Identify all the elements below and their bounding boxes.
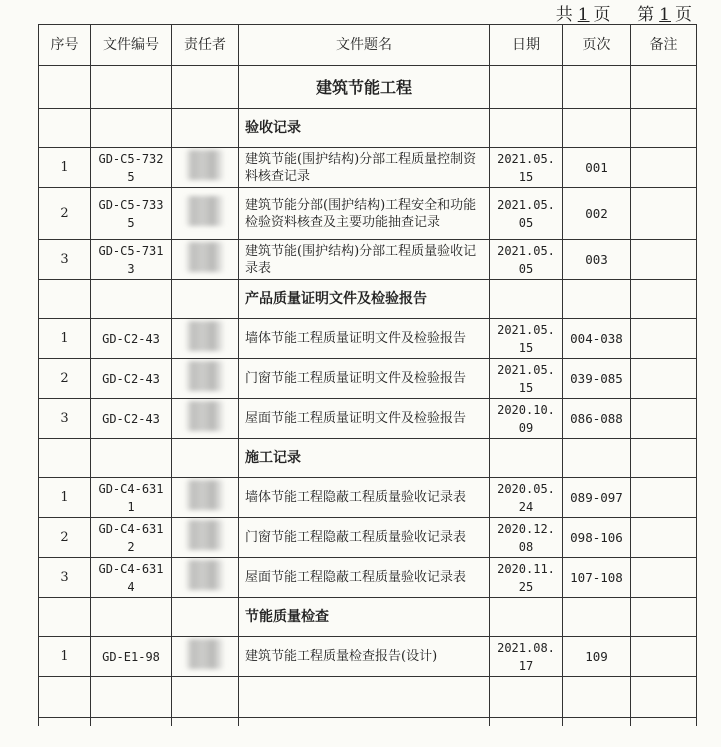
row-title: 门窗节能工程质量证明文件及检验报告 — [239, 359, 490, 399]
row-owner — [172, 399, 239, 439]
row-remarks — [631, 359, 697, 399]
row-date: 2021.05.05 — [490, 240, 563, 280]
row-title: 建筑节能工程质量检查报告(设计) — [239, 637, 490, 677]
current-page: 1 — [659, 5, 671, 25]
redacted-owner — [185, 321, 225, 351]
table-row — [39, 399, 697, 439]
row-title: 建筑节能(围护结构)分部工程质量控制资料核查记录 — [239, 148, 490, 188]
total-pages: 1 — [577, 5, 590, 25]
row-seq: 1 — [39, 637, 91, 677]
main-title: 建筑节能工程 — [239, 66, 490, 109]
row-pages: 098-106 — [563, 518, 631, 558]
row-seq: 2 — [39, 359, 91, 399]
table-row — [39, 240, 697, 280]
row-doc-no: GD-C4-6311 — [91, 478, 172, 518]
row-date: 2020.05.24 — [490, 478, 563, 518]
row-owner — [172, 478, 239, 518]
row-seq: 2 — [39, 188, 91, 240]
redacted-owner — [185, 639, 225, 669]
row-doc-no: GD-C5-7325 — [91, 148, 172, 188]
header-pages: 页次 — [563, 25, 631, 66]
table-row — [39, 319, 697, 359]
row-seq: 3 — [39, 399, 91, 439]
row-remarks — [631, 319, 697, 359]
row-seq: 3 — [39, 558, 91, 598]
blank-row — [39, 718, 697, 727]
row-remarks — [631, 558, 697, 598]
section-title: 产品质量证明文件及检验报告 — [239, 280, 490, 319]
table-row — [39, 188, 697, 240]
table-row — [39, 518, 697, 558]
row-seq: 3 — [39, 240, 91, 280]
row-owner — [172, 148, 239, 188]
row-title: 墙体节能工程隐蔽工程质量验收记录表 — [239, 478, 490, 518]
row-pages: 107-108 — [563, 558, 631, 598]
row-pages: 109 — [563, 637, 631, 677]
row-owner — [172, 518, 239, 558]
row-doc-no: GD-C5-7313 — [91, 240, 172, 280]
row-pages: 003 — [563, 240, 631, 280]
row-date: 2021.05.05 — [490, 188, 563, 240]
row-doc-no: GD-C4-6314 — [91, 558, 172, 598]
row-pages: 086-088 — [563, 399, 631, 439]
section-title: 施工记录 — [239, 439, 490, 478]
row-remarks — [631, 148, 697, 188]
table-row — [39, 637, 697, 677]
row-doc-no: GD-C2-43 — [91, 359, 172, 399]
row-owner — [172, 240, 239, 280]
row-seq: 1 — [39, 478, 91, 518]
row-pages: 001 — [563, 148, 631, 188]
row-remarks — [631, 478, 697, 518]
header-seq: 序号 — [39, 25, 91, 66]
row-doc-no: GD-C2-43 — [91, 399, 172, 439]
row-date: 2021.05.15 — [490, 319, 563, 359]
current-prefix: 第 — [637, 5, 656, 25]
row-pages: 089-097 — [563, 478, 631, 518]
table-row — [39, 478, 697, 518]
row-remarks — [631, 518, 697, 558]
row-title: 建筑节能分部(围护结构)工程安全和功能检验资料核查及主要功能抽查记录 — [239, 188, 490, 240]
row-seq: 1 — [39, 148, 91, 188]
header-date: 日期 — [490, 25, 563, 66]
redacted-owner — [185, 401, 225, 431]
row-date: 2021.08.17 — [490, 637, 563, 677]
page-count — [556, 0, 693, 25]
row-remarks — [631, 240, 697, 280]
row-owner — [172, 558, 239, 598]
section-title: 验收记录 — [239, 109, 490, 148]
table-row — [39, 558, 697, 598]
row-date: 2021.05.15 — [490, 148, 563, 188]
redacted-owner — [185, 361, 225, 391]
redacted-owner — [185, 150, 225, 180]
row-seq: 1 — [39, 319, 91, 359]
row-owner — [172, 188, 239, 240]
section-row — [39, 109, 697, 148]
row-title: 屋面节能工程隐蔽工程质量验收记录表 — [239, 558, 490, 598]
table-row — [39, 148, 697, 188]
redacted-owner — [185, 480, 225, 510]
header-row — [39, 25, 697, 66]
document-index-table — [38, 24, 697, 726]
row-title: 墙体节能工程质量证明文件及检验报告 — [239, 319, 490, 359]
current-suffix: 页 — [675, 5, 693, 25]
section-row — [39, 598, 697, 637]
redacted-owner — [185, 196, 225, 226]
header-owner: 责任者 — [172, 25, 239, 66]
main-title-row — [39, 66, 697, 109]
header-title: 文件题名 — [239, 25, 490, 66]
row-date: 2021.05.15 — [490, 359, 563, 399]
total-suffix: 页 — [593, 5, 612, 25]
row-doc-no: GD-E1-98 — [91, 637, 172, 677]
row-pages: 004-038 — [563, 319, 631, 359]
total-prefix: 共 — [555, 5, 574, 25]
section-title: 节能质量检查 — [239, 598, 490, 637]
row-pages: 002 — [563, 188, 631, 240]
header-doc-no: 文件编号 — [91, 25, 172, 66]
row-doc-no: GD-C2-43 — [91, 319, 172, 359]
row-owner — [172, 637, 239, 677]
row-remarks — [631, 188, 697, 240]
redacted-owner — [185, 520, 225, 550]
row-title: 屋面节能工程质量证明文件及检验报告 — [239, 399, 490, 439]
redacted-owner — [185, 242, 225, 272]
row-seq: 2 — [39, 518, 91, 558]
section-row — [39, 280, 697, 319]
row-date: 2020.11.25 — [490, 558, 563, 598]
row-owner — [172, 319, 239, 359]
row-date: 2020.10.09 — [490, 399, 563, 439]
row-doc-no: GD-C5-7335 — [91, 188, 172, 240]
row-title: 建筑节能(围护结构)分部工程质量验收记录表 — [239, 240, 490, 280]
row-owner — [172, 359, 239, 399]
row-doc-no: GD-C4-6312 — [91, 518, 172, 558]
row-pages: 039-085 — [563, 359, 631, 399]
redacted-owner — [185, 560, 225, 590]
header-remarks: 备注 — [631, 25, 697, 66]
row-date: 2020.12.08 — [490, 518, 563, 558]
section-row — [39, 439, 697, 478]
row-title: 门窗节能工程隐蔽工程质量验收记录表 — [239, 518, 490, 558]
row-remarks — [631, 637, 697, 677]
table-row — [39, 359, 697, 399]
row-remarks — [631, 399, 697, 439]
blank-row — [39, 677, 697, 718]
